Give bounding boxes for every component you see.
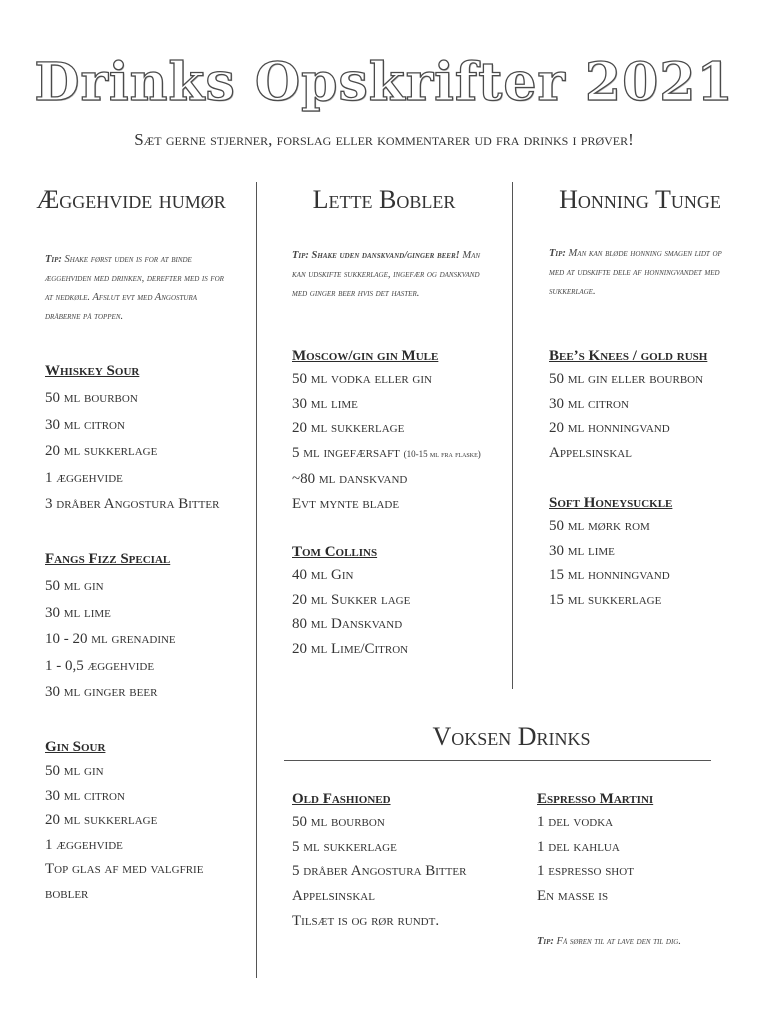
ingredient: 15 ml honningvand bbox=[549, 567, 670, 584]
recipe-title: Gin Sour bbox=[45, 739, 106, 755]
ingredient: ~80 ml danskvand bbox=[292, 470, 408, 487]
ingredient-text: 5 ml ingefærsaft bbox=[292, 445, 400, 462]
tip-aeggehvide bbox=[45, 250, 225, 326]
tip-label: Tip: bbox=[45, 254, 62, 265]
ingredient: 50 ml bourbon bbox=[292, 814, 385, 830]
ingredient: Evt mynte blade bbox=[292, 495, 400, 512]
recipe-old-fashioned bbox=[292, 788, 522, 934]
recipe-title: Espresso Martini bbox=[537, 791, 654, 807]
ingredient: 1 del kahlua bbox=[537, 838, 620, 855]
heading-aeggehvide: Æggehvide humør bbox=[36, 185, 226, 214]
recipe-title: Tom Collins bbox=[292, 544, 378, 560]
recipe-title: Moscow/gin gin Mule bbox=[292, 348, 439, 364]
column-divider-left bbox=[256, 182, 257, 978]
tip-text: Man kan bløde honning smagen lidt op med at udskifte dele af honningvandet med sukkerlage. bbox=[549, 248, 722, 297]
tip-lette-bobler bbox=[292, 246, 482, 303]
heading-lette-bobler: Lette Bobler bbox=[312, 185, 456, 214]
ingredient bbox=[292, 441, 507, 467]
tip-label: Tip: bbox=[549, 248, 566, 259]
ingredient: 40 ml Gin bbox=[292, 567, 354, 583]
ingredient: 50 ml gin bbox=[45, 578, 104, 594]
recipe-title: Bee’s Knees / gold rush bbox=[549, 348, 708, 364]
ingredient: 20 ml sukkerlage bbox=[45, 812, 158, 828]
ingredient: 80 ml Danskvand bbox=[292, 616, 403, 633]
ingredient: 20 ml sukkerlage bbox=[292, 420, 405, 437]
ingredient: 30 ml ginger beer bbox=[45, 684, 158, 700]
page-subtitle: Sæt gerne stjerner, forslag eller kommentarer ud fra drinks i prøver! bbox=[134, 130, 634, 149]
ingredient: 30 ml citron bbox=[549, 395, 629, 412]
recipe-whiskey-sour bbox=[45, 360, 245, 518]
ingredient: 50 ml bourbon bbox=[45, 390, 138, 406]
ingredient: 1 æggehvide bbox=[45, 469, 123, 486]
ingredient-note: (10-15 ml fra flaske) bbox=[403, 449, 481, 460]
recipe-title: Old Fashioned bbox=[292, 791, 391, 807]
recipe-title: Whiskey Sour bbox=[45, 363, 140, 379]
ingredient: En masse is bbox=[537, 888, 609, 905]
ingredient: Tilsæt is og rør rundt. bbox=[292, 912, 440, 929]
recipe-title: Soft Honeysuckle bbox=[549, 495, 673, 511]
ingredient: 1 espresso shot bbox=[537, 863, 634, 880]
recipe-moscow-mule bbox=[292, 345, 507, 516]
heading-voksen-drinks: Voksen Drinks bbox=[432, 722, 591, 751]
recipe-soft-honeysuckle bbox=[549, 492, 759, 613]
ingredient: 1 - 0,5 æggehvide bbox=[45, 657, 155, 674]
tip-honning-tunge bbox=[549, 244, 739, 301]
ingredient: 20 ml Lime/Citron bbox=[292, 641, 409, 658]
ingredient: 20 ml honningvand bbox=[549, 420, 670, 437]
recipe-fangs-fizz bbox=[45, 548, 245, 706]
heading-honning-tunge: Honning Tunge bbox=[559, 185, 721, 214]
ingredient: 50 ml gin bbox=[45, 763, 104, 779]
tip-text: Shake først uden is for at binde æggehviden med drinken, derefter med is for at nedkøle. Afslut evt med Angostura dråberne på toppen. bbox=[45, 254, 224, 322]
tip-text: Få søren til at lave den til dig. bbox=[556, 936, 681, 947]
ingredient: 10 - 20 ml grenadine bbox=[45, 631, 176, 647]
tip-label: Tip: bbox=[537, 936, 554, 947]
ingredient: 30 ml citron bbox=[45, 787, 125, 804]
ingredient: 30 ml citron bbox=[45, 416, 125, 433]
column-divider-right bbox=[512, 182, 513, 689]
ingredient: 5 dråber Angostura Bitter bbox=[292, 863, 467, 880]
ingredient: Top glas af med valgfrie bobler bbox=[45, 861, 204, 902]
ingredient: 30 ml lime bbox=[45, 604, 111, 621]
recipe-gin-sour bbox=[45, 736, 210, 906]
ingredient: 20 ml Sukker lage bbox=[292, 591, 411, 608]
ingredient: 5 ml sukkerlage bbox=[292, 838, 397, 855]
tip-bold-text: Shake uden danskvand/ginger beer! bbox=[311, 250, 460, 261]
ingredient: 1 del vodka bbox=[537, 814, 614, 830]
recipe-espresso-martini bbox=[537, 788, 737, 909]
recipe-bees-knees bbox=[549, 345, 759, 466]
tip-voksen bbox=[537, 936, 747, 947]
tip-label: Tip: bbox=[292, 250, 309, 261]
tip-text: Man kan udskifte sukkerlage, ingefær og danskvand med ginger beer hvis det haster. bbox=[292, 250, 481, 299]
ingredient: Appelsinskal bbox=[549, 445, 632, 462]
ingredient: 30 ml lime bbox=[292, 395, 358, 412]
ingredient: 3 dråber Angostura Bitter bbox=[45, 496, 220, 512]
ingredient: 50 ml gin eller bourbon bbox=[549, 371, 704, 387]
ingredient: 15 ml sukkerlage bbox=[549, 592, 662, 609]
ingredient: 50 ml mørk rom bbox=[549, 518, 650, 534]
ingredient: 50 ml vodka eller gin bbox=[292, 371, 432, 387]
ingredient: 1 æggehvide bbox=[45, 836, 123, 853]
ingredient: 30 ml lime bbox=[549, 542, 615, 559]
voksen-divider bbox=[284, 760, 711, 761]
recipe-tom-collins bbox=[292, 541, 507, 662]
ingredient: 20 ml sukkerlage bbox=[45, 443, 158, 459]
recipe-title: Fangs Fizz Special bbox=[45, 551, 171, 567]
page-title: Drinks Opskrifter 2021 bbox=[34, 52, 734, 113]
ingredient: Appelsinskal bbox=[292, 888, 375, 905]
